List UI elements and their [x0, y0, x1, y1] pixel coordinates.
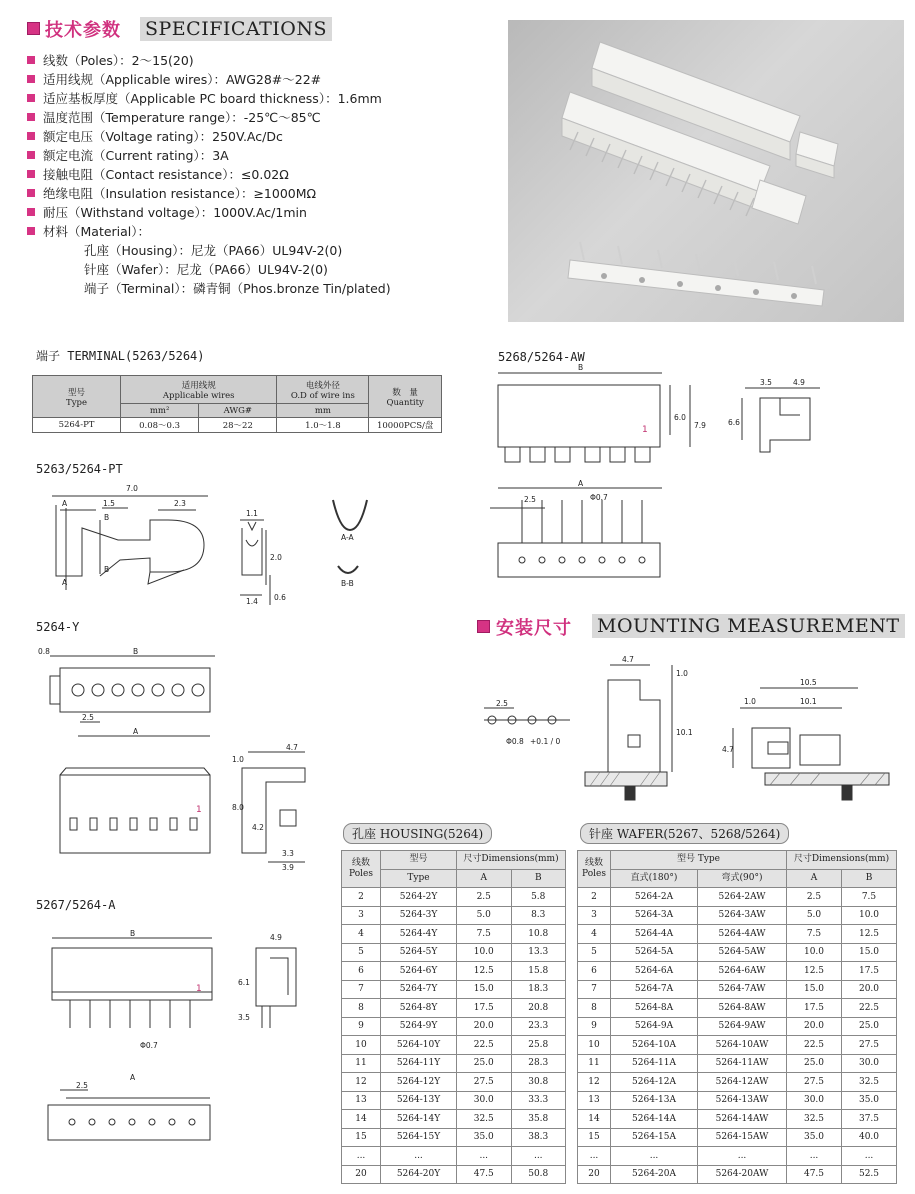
spec-item: 额定电压（Voltage rating）：250V.Ac/Dc	[27, 127, 283, 145]
table-row	[342, 925, 566, 944]
table-cell: 17.5	[787, 999, 842, 1018]
table-row	[578, 980, 897, 999]
table-cell: 5264-12AW	[698, 1073, 787, 1092]
table-cell: 22.5	[842, 999, 897, 1018]
table-cell: 3	[342, 906, 381, 925]
table-cell: 5264-PT	[33, 418, 121, 433]
table-cell: 5264-3A	[611, 906, 698, 925]
spec-item: 绝缘电阻（Insulation resistance）：≥1000MΩ	[27, 184, 316, 202]
terminal-title: 端子 TERMINAL(5263/5264)	[36, 349, 205, 363]
dim-label: 4.9	[793, 378, 805, 387]
dim-label: B	[130, 929, 136, 938]
table-cell: 30.0	[842, 1054, 897, 1073]
table-cell: 12.5	[457, 962, 512, 981]
table-header: 适用线规 Applicable wires	[121, 376, 277, 404]
table-cell: 28～22	[199, 418, 277, 433]
dim-label: 1.0	[232, 755, 244, 764]
table-cell: 5264-10Y	[381, 1036, 457, 1055]
table-cell: 35.0	[842, 1091, 897, 1110]
table-cell: 8	[342, 999, 381, 1018]
dim-label: 2.5	[496, 699, 508, 708]
table-cell: ...	[842, 1147, 897, 1166]
dim-label: 6.0	[674, 413, 686, 422]
table-row	[578, 1165, 897, 1184]
dim-label: 3.5	[760, 378, 772, 387]
table-header: B	[842, 869, 897, 888]
table-cell: 17.5	[457, 999, 512, 1018]
table-cell: 32.5	[787, 1110, 842, 1129]
table-cell: 5264-11Y	[381, 1054, 457, 1073]
table-header: A	[457, 869, 512, 888]
housing-table	[341, 850, 566, 1184]
table-cell: 15.0	[457, 980, 512, 999]
table-cell: 47.5	[787, 1165, 842, 1184]
table-cell: 35.0	[457, 1128, 512, 1147]
table-cell: 5.0	[457, 906, 512, 925]
table-header: 尺寸Dimensions(mm)	[457, 851, 566, 870]
table-cell: 20.0	[842, 980, 897, 999]
table-header: 型号 Type	[611, 851, 787, 870]
material-item: 端子（Terminal）：磷青铜（Phos.bronze Tin/plated)	[84, 281, 391, 296]
mount-title-en: MOUNTING MEASUREMENT	[592, 614, 905, 638]
table-row	[578, 888, 897, 907]
dim-label: 2.5	[524, 495, 536, 504]
material-item: 针座（Wafer）：尼龙（PA66）UL94V-2(0)	[84, 262, 328, 277]
mount-title-cn: 安装尺寸	[496, 618, 572, 639]
table-row	[578, 1017, 897, 1036]
table-cell: 7.5	[457, 925, 512, 944]
pin1-marker: 1	[642, 425, 648, 435]
table-row	[578, 1054, 897, 1073]
table-cell: 25.0	[457, 1054, 512, 1073]
table-cell: 9	[578, 1017, 611, 1036]
table-cell: 20	[578, 1165, 611, 1184]
dim-label: 7.0	[126, 484, 138, 493]
table-cell: 37.5	[842, 1110, 897, 1129]
table-cell: 4	[342, 925, 381, 944]
table-cell: 5264-8Y	[381, 999, 457, 1018]
table-cell: 5	[342, 943, 381, 962]
table-cell: 14	[578, 1110, 611, 1129]
table-cell: 5264-2Y	[381, 888, 457, 907]
table-header: 直式(180°)	[611, 869, 698, 888]
table-cell: 0.08～0.3	[121, 418, 199, 433]
table-cell: 5264-15Y	[381, 1128, 457, 1147]
table-cell: 5264-8AW	[698, 999, 787, 1018]
table-cell: ...	[611, 1147, 698, 1166]
table-header: A	[787, 869, 842, 888]
spec-item: 线数（Poles）：2～15(20)	[27, 51, 194, 69]
table-cell: 5264-20Y	[381, 1165, 457, 1184]
table-header: Type	[381, 869, 457, 888]
table-row	[342, 943, 566, 962]
table-header: mm	[277, 404, 369, 418]
table-cell: 30.0	[457, 1091, 512, 1110]
table-cell: 5264-4A	[611, 925, 698, 944]
dim-label: 4.7	[622, 655, 634, 664]
table-cell: ...	[457, 1147, 512, 1166]
table-cell: 33.3	[511, 1091, 566, 1110]
pt-label: 5263/5264-PT	[36, 462, 123, 476]
y-label: 5264-Y	[36, 620, 80, 634]
table-cell: ...	[698, 1147, 787, 1166]
table-cell: 5264-15AW	[698, 1128, 787, 1147]
table-cell: 10.0	[842, 906, 897, 925]
table-header: 线数 Poles	[342, 851, 381, 888]
table-cell: 13	[342, 1091, 381, 1110]
dim-label: B-B	[341, 579, 354, 588]
table-cell: 5264-7Y	[381, 980, 457, 999]
table-cell: 5264-3AW	[698, 906, 787, 925]
spec-item: 接触电阻（Contact resistance）：≤0.02Ω	[27, 165, 289, 183]
table-cell: 30.8	[511, 1073, 566, 1092]
table-cell: 10.0	[457, 943, 512, 962]
table-header: 弯式(90°)	[698, 869, 787, 888]
table-cell: 5.8	[511, 888, 566, 907]
table-cell: 5264-13A	[611, 1091, 698, 1110]
dim-label: 2.5	[82, 713, 94, 722]
table-cell: 5264-7A	[611, 980, 698, 999]
table-cell: 28.3	[511, 1054, 566, 1073]
table-cell: 15	[342, 1128, 381, 1147]
dim-label: 8.0	[232, 803, 244, 812]
table-cell: 2.5	[457, 888, 512, 907]
table-row	[578, 925, 897, 944]
table-cell: 8	[578, 999, 611, 1018]
wafer-table	[577, 850, 897, 1184]
table-cell: 20.0	[457, 1017, 512, 1036]
dim-label: B	[104, 565, 110, 574]
dim-label: 7.9	[694, 421, 706, 430]
table-cell: 50.8	[511, 1165, 566, 1184]
table-row	[578, 1147, 897, 1166]
table-cell: 6	[578, 962, 611, 981]
table-row	[342, 1165, 566, 1184]
table-cell: 23.3	[511, 1017, 566, 1036]
table-cell: 10	[578, 1036, 611, 1055]
table-cell: 5264-5AW	[698, 943, 787, 962]
table-row	[578, 1091, 897, 1110]
table-cell: 27.5	[842, 1036, 897, 1055]
spec-title-en: SPECIFICATIONS	[140, 17, 332, 41]
table-header: 型号 Type	[33, 376, 121, 418]
spec-item: 额定电流（Current rating）：3A	[27, 146, 229, 164]
dim-label: A-A	[341, 533, 354, 542]
table-cell: 5264-20AW	[698, 1165, 787, 1184]
table-cell: 4	[578, 925, 611, 944]
table-cell: 7.5	[842, 888, 897, 907]
table-cell: 32.5	[842, 1073, 897, 1092]
dim-label: A	[62, 578, 68, 587]
dim-label: 1.0	[676, 669, 688, 678]
table-cell: ...	[511, 1147, 566, 1166]
table-cell: 12.5	[842, 925, 897, 944]
table-cell: 5.0	[787, 906, 842, 925]
table-cell: 5264-6A	[611, 962, 698, 981]
table-row	[342, 1147, 566, 1166]
table-cell: 35.8	[511, 1110, 566, 1129]
dim-label: 4.2	[252, 823, 264, 832]
table-cell: 5264-14Y	[381, 1110, 457, 1129]
table-header: AWG#	[199, 404, 277, 418]
table-cell: 5	[578, 943, 611, 962]
table-cell: 5264-15A	[611, 1128, 698, 1147]
table-cell: 14	[342, 1110, 381, 1129]
table-header: 尺寸Dimensions(mm)	[787, 851, 897, 870]
table-row	[578, 1073, 897, 1092]
dim-label: 3.3	[282, 849, 294, 858]
table-cell: 5264-5A	[611, 943, 698, 962]
table-cell: 15	[578, 1128, 611, 1147]
dim-label: 1.1	[246, 509, 258, 518]
table-cell: 5264-10A	[611, 1036, 698, 1055]
table-cell: 5264-2A	[611, 888, 698, 907]
table-cell: 15.0	[842, 943, 897, 962]
table-row	[578, 943, 897, 962]
pin1-marker: 1	[196, 984, 202, 994]
dim-label: 3.9	[282, 863, 294, 872]
table-row	[578, 1110, 897, 1129]
table-cell: 20.0	[787, 1017, 842, 1036]
table-cell: ...	[787, 1147, 842, 1166]
table-cell: 10.0	[787, 943, 842, 962]
dim-label: +0.1 / 0	[530, 737, 561, 746]
table-cell: 10.8	[511, 925, 566, 944]
table-cell: 15.0	[787, 980, 842, 999]
table-cell: 25.8	[511, 1036, 566, 1055]
table-cell: 5264-6Y	[381, 962, 457, 981]
dim-label: B	[133, 647, 139, 656]
table-cell: 5264-12Y	[381, 1073, 457, 1092]
table-row	[342, 1073, 566, 1092]
table-cell: 5264-2AW	[698, 888, 787, 907]
table-cell: 30.0	[787, 1091, 842, 1110]
table-cell: 20.8	[511, 999, 566, 1018]
table-cell: 11	[342, 1054, 381, 1073]
spec-title-cn: 技术参数	[45, 20, 121, 41]
table-row	[578, 962, 897, 981]
table-header: 数 量 Quantity	[369, 376, 442, 418]
dim-label: 6.6	[728, 418, 740, 427]
table-row	[342, 962, 566, 981]
dim-label: 0.8	[38, 647, 50, 656]
table-cell: 5264-10AW	[698, 1036, 787, 1055]
wafer-title: 针座 WAFER(5267、5268/5264)	[580, 823, 789, 844]
table-cell: 5264-11A	[611, 1054, 698, 1073]
aw-label: 5268/5264-AW	[498, 350, 585, 364]
table-cell: 5264-9A	[611, 1017, 698, 1036]
table-cell: 15.8	[511, 962, 566, 981]
dim-label: B	[578, 363, 584, 372]
table-cell: 10	[342, 1036, 381, 1055]
table-row	[342, 1017, 566, 1036]
table-cell: 10000PCS/盘	[369, 418, 442, 433]
table-row	[342, 980, 566, 999]
table-cell: 6	[342, 962, 381, 981]
section-bullet-icon	[477, 620, 490, 633]
table-cell: 5264-9Y	[381, 1017, 457, 1036]
dim-label: 0.6	[274, 593, 286, 602]
spec-item: 耐压（Withstand voltage）：1000V.Ac/1min	[27, 203, 307, 221]
table-cell: 13	[578, 1091, 611, 1110]
dim-label: 4.9	[270, 933, 282, 942]
material-item: 孔座（Housing）：尼龙（PA66）UL94V-2(0)	[84, 243, 343, 258]
dim-label: Φ0.7	[140, 1041, 158, 1050]
dim-label: 10.5	[800, 678, 817, 687]
table-cell: 5264-6AW	[698, 962, 787, 981]
dim-label: 10.1	[800, 697, 817, 706]
dim-label: B	[104, 513, 110, 522]
dim-label: 2.0	[270, 553, 282, 562]
dim-label: 4.7	[286, 743, 298, 752]
table-header: B	[511, 869, 566, 888]
table-row	[342, 1036, 566, 1055]
housing-title: 孔座 HOUSING(5264)	[343, 823, 492, 844]
dim-label: 1.5	[103, 499, 115, 508]
a-label: 5267/5264-A	[36, 898, 116, 912]
table-row	[342, 1054, 566, 1073]
table-cell: 5264-20A	[611, 1165, 698, 1184]
table-cell: 25.0	[787, 1054, 842, 1073]
dim-label: Φ0.8	[506, 737, 524, 746]
dim-label: 1.4	[246, 597, 258, 606]
pin1-marker: 1	[196, 805, 202, 815]
table-cell: 5264-14AW	[698, 1110, 787, 1129]
table-cell: 5264-13Y	[381, 1091, 457, 1110]
table-cell: 27.5	[457, 1073, 512, 1092]
table-row	[342, 1110, 566, 1129]
table-cell: 47.5	[457, 1165, 512, 1184]
table-row	[578, 1036, 897, 1055]
table-cell: 12	[578, 1073, 611, 1092]
spec-item: 适用线规（Applicable wires）：AWG28#～22#	[27, 70, 321, 88]
table-cell: 27.5	[787, 1073, 842, 1092]
spec-item: 适应基板厚度（Applicable PC board thickness）：1.6mm	[27, 89, 382, 107]
dim-label: 1.0	[744, 697, 756, 706]
table-cell: 12.5	[787, 962, 842, 981]
table-row	[342, 1091, 566, 1110]
table-cell: 5264-5Y	[381, 943, 457, 962]
table-cell: 40.0	[842, 1128, 897, 1147]
spec-item: 材料（Material）：	[27, 222, 150, 240]
table-row	[342, 999, 566, 1018]
table-row	[578, 906, 897, 925]
table-cell: 2	[342, 888, 381, 907]
table-cell: 2.5	[787, 888, 842, 907]
table-header: 型号	[381, 851, 457, 870]
table-cell: 2	[578, 888, 611, 907]
dim-label: 2.3	[174, 499, 186, 508]
table-cell: 5264-13AW	[698, 1091, 787, 1110]
dim-label: 3.5	[238, 1013, 250, 1022]
table-row	[578, 999, 897, 1018]
table-cell: 5264-8A	[611, 999, 698, 1018]
table-header: mm²	[121, 404, 199, 418]
dim-label: A	[578, 479, 584, 488]
table-cell: 5264-14A	[611, 1110, 698, 1129]
table-cell: ...	[381, 1147, 457, 1166]
dim-label: A	[133, 727, 139, 736]
dim-label: 4.7	[722, 745, 734, 754]
table-cell: 7	[342, 980, 381, 999]
table-cell: ...	[578, 1147, 611, 1166]
table-cell: 17.5	[842, 962, 897, 981]
table-cell: 22.5	[787, 1036, 842, 1055]
table-cell: 13.3	[511, 943, 566, 962]
table-cell: 5264-7AW	[698, 980, 787, 999]
table-row	[578, 1128, 897, 1147]
table-cell: 11	[578, 1054, 611, 1073]
table-row	[342, 1128, 566, 1147]
table-cell: 8.3	[511, 906, 566, 925]
dim-label: A	[62, 499, 68, 508]
table-cell: 32.5	[457, 1110, 512, 1129]
table-cell: 25.0	[842, 1017, 897, 1036]
table-cell: 20	[342, 1165, 381, 1184]
table-cell: 5264-3Y	[381, 906, 457, 925]
table-header: 电线外径 O.D of wire ins	[277, 376, 369, 404]
table-cell: 22.5	[457, 1036, 512, 1055]
table-cell: 5264-4Y	[381, 925, 457, 944]
table-cell: 3	[578, 906, 611, 925]
dim-label: A	[130, 1073, 136, 1082]
table-row	[342, 888, 566, 907]
table-cell: ...	[342, 1147, 381, 1166]
table-cell: 5264-12A	[611, 1073, 698, 1092]
dim-label: Φ0.7	[590, 493, 608, 502]
table-cell: 7	[578, 980, 611, 999]
table-cell: 52.5	[842, 1165, 897, 1184]
table-cell: 5264-11AW	[698, 1054, 787, 1073]
table-row	[342, 906, 566, 925]
table-cell: 18.3	[511, 980, 566, 999]
table-cell: 35.0	[787, 1128, 842, 1147]
table-cell: 7.5	[787, 925, 842, 944]
table-cell: 1.0～1.8	[277, 418, 369, 433]
dim-label: 6.1	[238, 978, 250, 987]
dim-label: 2.5	[76, 1081, 88, 1090]
table-cell: 12	[342, 1073, 381, 1092]
spec-item: 温度范围（Temperature range）：-25℃～85℃	[27, 108, 321, 126]
dim-label: 10.1	[676, 728, 693, 737]
table-header: 线数 Poles	[578, 851, 611, 888]
table-cell: 5264-9AW	[698, 1017, 787, 1036]
table-cell: 38.3	[511, 1128, 566, 1147]
table-cell: 9	[342, 1017, 381, 1036]
table-cell: 5264-4AW	[698, 925, 787, 944]
